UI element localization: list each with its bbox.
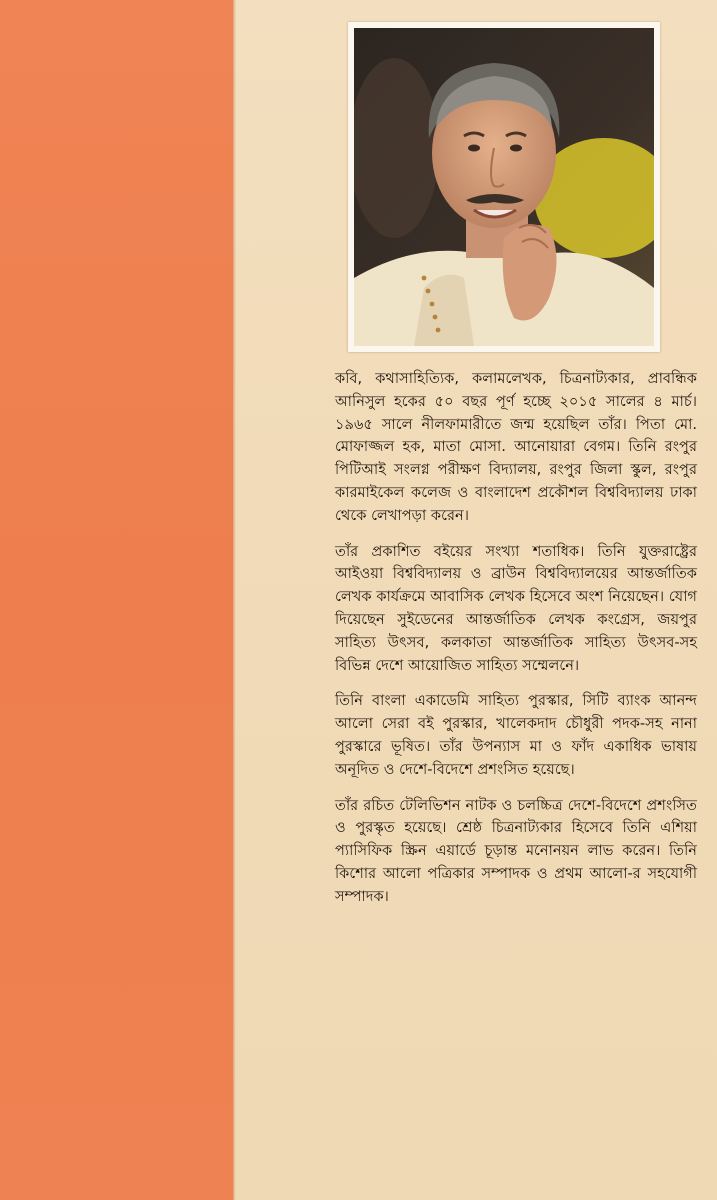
- author-biography: [335, 368, 697, 922]
- bio-paragraph-1: কবি, কথাসাহিত্যিক, কলামলেখক, চিত্রনাট্যকার, প্রাবন্ধিক আনিসুল হকের ৫০ বছর পূর্ণ হচ্ছে ২০১৫ সালের ৪ মার্চ। ১৯৬৫ সালে নীলফামারীতে জন্ম হয়েছিল তাঁর। পিতা মো. মোফাজ্জল হক, মাতা মোসা. আনোয়ারা বেগম। তিনি রংপুর পিটিআই সংলগ্ন পরীক্ষণ বিদ্যালয়, রংপুর জিলা স্কুল, রংপুর কারমাইকেল কলেজ ও বাংলাদেশ প্রকৌশল বিশ্ববিদ্যালয় ঢাকা থেকে লেখাপড়া করেন।: [335, 370, 697, 524]
- bio-paragraph-2: তাঁর প্রকাশিত বইয়ের সংখ্যা শতাধিক। তিনি যুক্তরাষ্ট্রের আইওয়া বিশ্ববিদ্যালয় ও ব্রাউন বিশ্ববিদ্যালয়ের আন্তর্জাতিক লেখক কার্যক্রমে আবাসিক লেখক হিসেবে অংশ নিয়েছেন। যোগ দিয়েছেন সুইডেনের আন্তর্জাতিক লেখক কংগ্রেস, জয়পুর সাহিত্য উৎসব, কলকাতা আন্তর্জাতিক সাহিত্য উৎসব-সহ বিভিন্ন দেশে আয়োজিত সাহিত্য সম্মেলনে।: [335, 542, 697, 674]
- author-photo: [354, 28, 654, 346]
- bio-paragraph-4: তাঁর রচিত টেলিভিশন নাটক ও চলচ্চিত্র দেশে-বিদেশে প্রশংসিত ও পুরস্কৃত হয়েছে। শ্রেষ্ঠ চিত্রনাট্যকার হিসেবে তিনি এশিয়া প্যাসিফিক স্ক্রিন এয়ার্ডে চূড়ান্ত মনোনয়ন লাভ করেন। তিনি কিশোর আলো পত্রিকার সম্পাদক ও প্রথম আলো-র সহযোগী সম্পাদক।: [335, 796, 697, 905]
- book-spine: [0, 0, 233, 1200]
- portrait-photo-icon: [354, 28, 654, 346]
- author-photo-frame: [348, 22, 660, 352]
- bio-paragraph-3: তিনি বাংলা একাডেমি সাহিত্য পুরস্কার, সিটি ব্যাংক আনন্দ আলো সেরা বই পুরস্কার, খালেকদাদ চৌধুরী পদক-সহ নানা পুরস্কারে ভূষিত। তাঁর উপন্যাস মা ও ফাঁদ একাধিক ভাষায় অনূদিত ও দেশে-বিদেশে প্রশংসিত হয়েছে।: [335, 692, 697, 778]
